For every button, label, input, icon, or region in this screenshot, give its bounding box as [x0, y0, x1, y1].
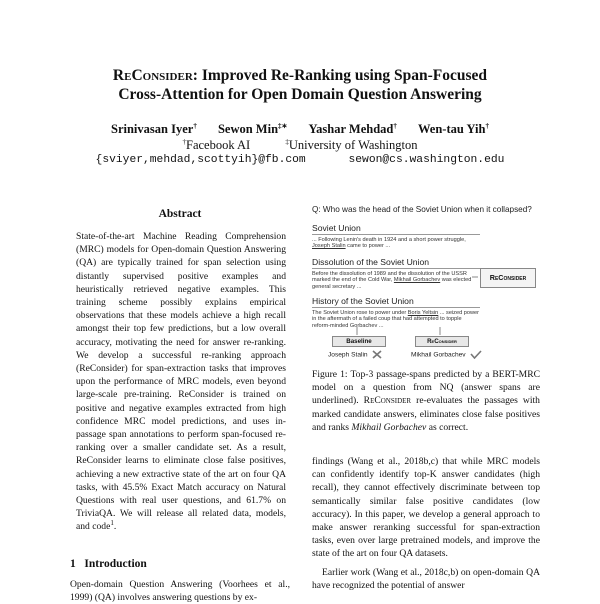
passage-text: The Soviet Union rose to power under Boris Yeltsin ... seized power in the aftermath of a failed coup that had attempted to topple reform-minded Gorbachev ... — [312, 310, 479, 329]
author: Sewon Min‡∗ — [217, 121, 288, 136]
author-list — [40, 122, 560, 137]
passage-title: History of the Soviet Union — [312, 296, 480, 308]
passage-text: ... Following Lenin's death in 1924 and a short power struggle, Joseph Stalin came to power ... — [312, 237, 466, 250]
author: Wen-tau Yih† — [418, 121, 489, 136]
reconsider-candidate: Mikhail Gorbachev — [411, 350, 482, 359]
affiliation: ‡University of Washington — [285, 137, 418, 152]
title-system-name: ReConsider — [112, 67, 193, 84]
footnote-mark: 1 — [110, 519, 114, 528]
author: Srinivasan Iyer† — [111, 121, 197, 136]
intro-text: Open-domain Question Answering (Voorhees et al., 1999) (QA) involves answering questions by ex- — [70, 579, 290, 604]
baseline-label: Baseline — [332, 336, 386, 347]
email: sewon@cs.washington.edu — [348, 154, 505, 166]
email-list — [40, 154, 560, 166]
figure-caption: Figure 1: Top-3 passage-spans predicted by a BERT-MRC model on a question from NQ (answer spans are underlined). ReConsider re-evaluates the passages with marked candidate answers, eliminates close false positives and ranks Mikhail Gorbachev as correct. — [312, 369, 540, 433]
passage-text: Before the dissolution of 1989 and the dissolution of the USSR marked the end of the Cold War, Mikhail Gorbachev was elected general secretary ... — [312, 271, 472, 290]
email: {sviyer,mehdad,scottyih}@fb.com — [95, 154, 306, 166]
abstract-heading: Abstract — [158, 208, 202, 220]
reconsider-label: ReConsider — [415, 336, 469, 347]
abstract-text: State-of-the-art Machine Reading Comprehension (MRC) models for Open-domain Question Answering (QA) are typically trained for span selection using distantly supervised positive examples and heuristically retrieved negative examples. This training scheme possibly explains empirical observations that these models achieve a high recall amongst their top few predictions, but a low overall accuracy, motivating the need for answer re-ranking. We develop a successful re-ranking approach (ReConsider) for span-extraction tasks that improves upon the performance of MRC models, even beyond large-scale pre-training. ReConsider is trained on positive and negative examples extracted from high confidence MRC model predictions, and uses in-passage span annotations to perform span-focused re-ranking over a smaller candidate set. As a result, ReConsider learns to eliminate close false positives, achieving a new extractive state of the art on four QA tasks, with 45.5% Exact Match accuracy on Natural Questions with real user questions, and 61.7% on TriviaQA. We will release all related data, models, and code$^1$. — [76, 231, 286, 533]
affiliation: †Facebook AI — [182, 137, 251, 152]
baseline-candidate: Joseph Stalin — [328, 350, 382, 359]
right-column-text — [312, 455, 540, 592]
section-heading: 1 Introduction — [70, 558, 147, 570]
check-icon — [470, 350, 482, 359]
passage-title: Soviet Union — [312, 223, 480, 235]
title-line2: Cross-Attention for Open Domain Question Answering — [118, 86, 482, 103]
paper-title — [40, 66, 560, 104]
paragraph: Earlier work (Wang et al., 2018c,b) on open-domain QA have recognized the potential of answer — [312, 566, 540, 591]
title-line1-rest: : Improved Re-Ranking using Span-Focused — [192, 67, 488, 84]
figure-question: Q: Who was the head of the Soviet Union when it collapsed? — [312, 205, 532, 214]
reranker-box: ReConsider — [480, 268, 536, 288]
author: Yashar Mehdad† — [308, 121, 397, 136]
paragraph: findings (Wang et al., 2018b,c) that while MRC models can confidently identify top-K answer candidates (high recall), they cannot effectively discriminate between top semantically similar false positive candidates (low accuracy). In this paper, we develop a general approach to make answer reranking successful for span-extraction tasks, even over large pretrained models, and improve the state of the art on four QA datasets. — [312, 456, 540, 560]
affiliation-list — [40, 138, 560, 153]
cross-icon — [372, 350, 382, 359]
figure-1 — [312, 203, 536, 363]
passage-title: Dissolution of the Soviet Union — [312, 257, 480, 269]
